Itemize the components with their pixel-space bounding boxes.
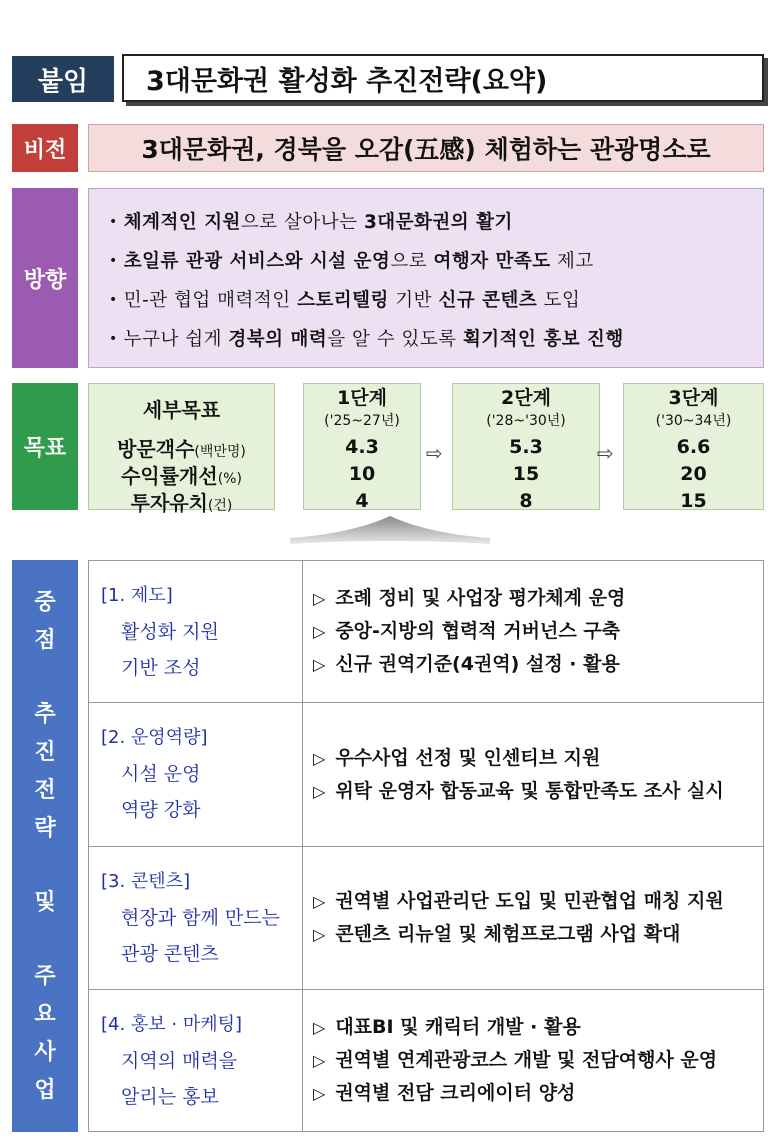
strategy-item: ▷ 위탁 운영자 합동교육 및 통합만족도 조사 실시 xyxy=(313,779,724,802)
stage-value: 4 xyxy=(355,490,369,512)
strategy-head: [1. 제도] xyxy=(101,585,173,606)
stage-period: ('30~34년) xyxy=(655,413,732,429)
right-arrow-icon: ⇨ xyxy=(426,441,443,465)
stage-value: 15 xyxy=(512,463,540,485)
bullet-icon: • xyxy=(109,292,118,308)
triangle-marker-icon: ▷ xyxy=(313,589,326,608)
strategy-items xyxy=(303,847,763,989)
strategy-head: [4. 홍보 · 마케팅] xyxy=(101,1014,243,1035)
strategy-label: 중 점 추 진 전 략 및 주 요 사 업 xyxy=(12,560,78,1132)
strategy-head: [3. 콘텐츠] xyxy=(101,871,191,892)
triangle-marker-icon: ▷ xyxy=(313,925,326,944)
strategy-category xyxy=(89,703,303,846)
stage-value: 20 xyxy=(680,463,707,485)
strategy-sub: 활성화 지원 xyxy=(121,621,219,643)
bullet-icon: • xyxy=(109,331,118,347)
strategy-category xyxy=(89,990,303,1131)
stage-3-box xyxy=(623,383,764,510)
stage-name: 3단계 xyxy=(668,387,719,409)
strategy-item: ▷ 권역별 연계관광코스 개발 및 전담여행사 운영 xyxy=(313,1049,718,1071)
strategy-head: [2. 운영역량] xyxy=(101,727,208,748)
bullet-icon: • xyxy=(109,214,118,230)
direction-item: • 초일류 관광 서비스와 시설 운영으로 여행자 만족도 제고 xyxy=(109,251,594,272)
direction-item: • 누구나 쉽게 경북의 매력을 알 수 있도록 획기적인 홍보 진행 xyxy=(109,329,624,350)
strategy-sub: 관광 콘텐츠 xyxy=(121,943,219,965)
vision-box xyxy=(88,124,764,172)
strategy-sub: 지역의 매력을 xyxy=(121,1050,238,1072)
stage-value: 6.6 xyxy=(676,436,711,458)
wedge-connector xyxy=(290,512,490,554)
strategy-item: ▷ 조례 정비 및 사업장 평가체계 운영 xyxy=(313,587,626,609)
direction-item: • 체계적인 지원으로 살아나는 3대문화권의 활기 xyxy=(109,212,513,233)
triangle-marker-icon: ▷ xyxy=(313,622,326,641)
strategy-items xyxy=(303,703,763,846)
goal-label: 목표 xyxy=(12,383,78,510)
stage-value: 4.3 xyxy=(345,436,379,458)
triangle-marker-icon: ▷ xyxy=(313,892,326,911)
stage-period: ('25~27년) xyxy=(324,413,400,429)
goal-row-profit: 수익률개선(%) xyxy=(121,464,242,488)
direction-box xyxy=(88,188,764,368)
stage-value: 15 xyxy=(680,490,707,512)
strategy-row xyxy=(89,847,763,990)
strategy-table xyxy=(88,560,764,1132)
stage-value: 8 xyxy=(519,490,533,512)
direction-item: • 민-관 협업 매력적인 스토리텔링 기반 신규 콘텐츠 도입 xyxy=(109,290,581,311)
triangle-marker-icon: ▷ xyxy=(313,748,326,768)
goal-row-visitors: 방문객수(백만명) xyxy=(117,437,246,461)
goal-header: 세부목표 xyxy=(142,398,221,422)
strategy-row xyxy=(89,561,763,703)
stage-name: 1단계 xyxy=(337,387,387,409)
stage-value: 10 xyxy=(348,463,376,485)
document-title xyxy=(122,54,764,102)
vision-label: 비전 xyxy=(12,124,78,172)
strategy-item: ▷ 권역별 전담 크리에이터 양성 xyxy=(313,1082,576,1104)
stage-value: 5.3 xyxy=(509,436,543,458)
strategy-category xyxy=(89,561,303,702)
strategy-item: ▷ 콘텐츠 리뉴얼 및 체험프로그램 사업 확대 xyxy=(313,923,681,945)
strategy-sub: 현장과 함께 만드는 xyxy=(121,907,280,929)
attachment-tag: 붙임 xyxy=(12,56,114,102)
strategy-row xyxy=(89,703,763,847)
right-arrow-icon: ⇨ xyxy=(597,441,614,465)
goal-row-investment: 투자유치(건) xyxy=(130,491,233,515)
strategy-item: ▷ 신규 권역기준(4권역) 설정 · 활용 xyxy=(313,653,620,675)
triangle-marker-icon: ▷ xyxy=(313,655,326,674)
title-text: 3대문화권 활성화 추진전략(요약) xyxy=(146,65,548,97)
triangle-marker-icon: ▷ xyxy=(313,781,326,801)
strategy-items xyxy=(303,990,763,1131)
goal-metrics-box xyxy=(88,383,275,515)
stage-2-box xyxy=(452,383,600,510)
strategy-sub: 알리는 홍보 xyxy=(121,1086,219,1108)
triangle-marker-icon: ▷ xyxy=(313,1051,326,1070)
triangle-marker-icon: ▷ xyxy=(313,1018,326,1037)
strategy-item: ▷ 권역별 사업관리단 도입 및 민관협업 매칭 지원 xyxy=(313,890,724,912)
stage-period: ('28~'30년) xyxy=(486,413,566,429)
direction-label: 방향 xyxy=(12,188,78,368)
strategy-item: ▷ 우수사업 선정 및 인센티브 지원 xyxy=(313,746,601,769)
strategy-row xyxy=(89,990,763,1131)
strategy-sub: 기반 조성 xyxy=(121,657,201,679)
strategy-category xyxy=(89,847,303,989)
strategy-sub: 시설 운영 xyxy=(121,763,201,785)
strategy-sub: 역량 강화 xyxy=(121,799,201,821)
strategy-item: ▷ 대표BI 및 캐릭터 개발 · 활용 xyxy=(313,1016,581,1038)
stage-1-box xyxy=(303,383,421,510)
bullet-icon: • xyxy=(109,253,118,269)
stage-name: 2단계 xyxy=(501,387,551,409)
triangle-marker-icon: ▷ xyxy=(313,1084,326,1103)
vision-text: 3대문화권, 경북을 오감(五感) 체험하는 관광명소로 xyxy=(141,135,711,164)
strategy-item: ▷ 중앙-지방의 협력적 거버넌스 구축 xyxy=(313,620,620,642)
strategy-items xyxy=(303,561,763,702)
